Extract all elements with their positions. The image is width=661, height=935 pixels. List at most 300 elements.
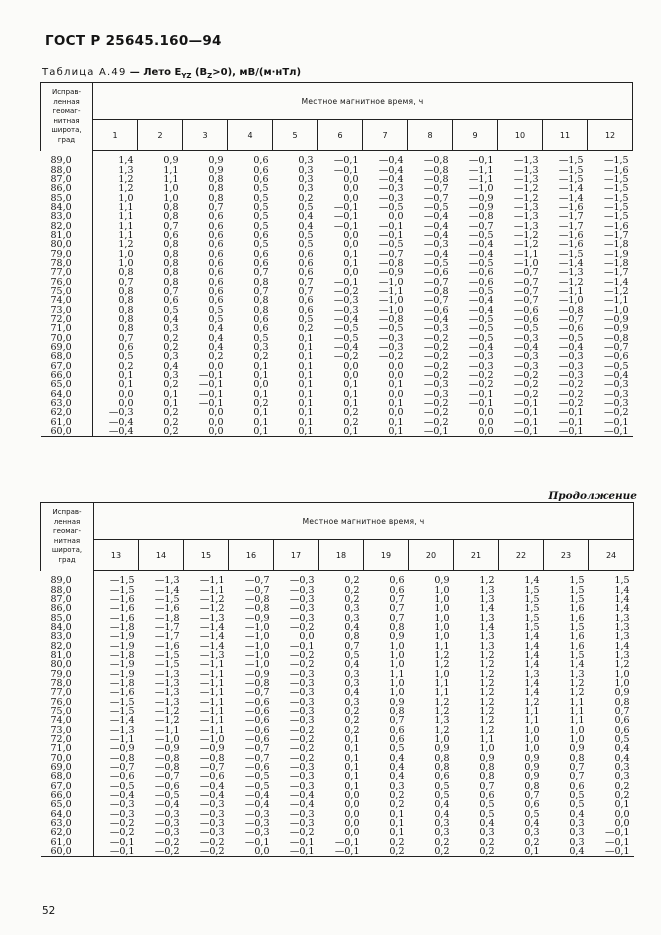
table-row: [41, 418, 633, 427]
value-cell: —0,1: [333, 221, 359, 231]
value-cell: 1,5: [569, 585, 585, 595]
value-cell: 0,7: [118, 277, 134, 287]
value-cell: —0,4: [108, 417, 134, 427]
value-cell: 0,1: [253, 370, 269, 381]
latitude-cell: 75,0: [41, 707, 94, 716]
document-header: ГОСТ Р 25645.160—94: [45, 33, 222, 49]
value-cell: —0,2: [289, 734, 315, 745]
value-cell: —0,3: [468, 361, 494, 371]
value-cell: 1,2: [614, 660, 630, 670]
value-cell: —1,5: [603, 202, 629, 213]
latitude-cell: 82,0: [41, 221, 93, 230]
value-cell: 0,0: [344, 818, 360, 829]
value-cell: —1,0: [513, 258, 539, 269]
value-cell: 1,6: [569, 641, 585, 651]
latitude-cell: 76,0: [41, 697, 94, 706]
table-row: [41, 165, 633, 174]
value-cell: 0,0: [343, 184, 359, 194]
value-cell: 0,8: [344, 632, 360, 642]
hour-column-header: 20: [409, 540, 454, 571]
value-cell: —0,2: [289, 622, 315, 633]
value-cell: 1,6: [569, 632, 585, 642]
value-cell: —0,2: [513, 370, 539, 381]
value-cell: —1,3: [154, 576, 180, 586]
value-cell: 1,2: [524, 697, 540, 707]
value-cell: 0,5: [208, 314, 224, 325]
hour-column-header: 11: [543, 120, 588, 151]
table-row: [41, 744, 634, 753]
table-row: [41, 408, 633, 417]
value-cell: 0,8: [163, 249, 179, 259]
table-row: [41, 754, 634, 763]
value-cell: 0,0: [208, 417, 224, 427]
latitude-cell: 68,0: [41, 772, 94, 781]
hour-column-header: 21: [454, 540, 499, 571]
value-cell: —0,2: [378, 352, 404, 362]
value-cell: —0,2: [558, 380, 584, 390]
table-row: [41, 268, 633, 277]
latitude-cell: 85,0: [41, 193, 93, 202]
value-cell: —0,3: [289, 576, 315, 586]
value-cell: —0,6: [244, 734, 270, 745]
value-cell: 0,1: [388, 417, 404, 427]
latitude-cell: 78,0: [41, 259, 93, 268]
hour-column-header: 24: [589, 540, 634, 571]
value-cell: —0,8: [468, 212, 494, 222]
latitude-cell: 61,0: [41, 838, 94, 847]
value-cell: 0,6: [569, 781, 585, 791]
value-cell: 0,6: [208, 230, 224, 241]
value-cell: 0,3: [163, 352, 179, 362]
latitude-header-line: нитная: [53, 116, 80, 125]
value-cell: —0,1: [604, 828, 630, 838]
value-cell: —0,3: [289, 772, 315, 782]
value-cell: 1,0: [389, 660, 405, 670]
value-cell: —0,1: [588, 427, 633, 437]
value-cell: —0,3: [289, 697, 315, 707]
value-cell: —0,1: [378, 221, 404, 231]
value-cell: —0,3: [603, 389, 629, 399]
value-cell: 0,8: [118, 286, 134, 297]
value-cell: —1,4: [154, 585, 180, 595]
latitude-cell: 67,0: [41, 362, 93, 371]
value-cell: 1,2: [479, 678, 495, 689]
value-cell: 1,0: [118, 258, 134, 269]
value-cell: —0,8: [423, 286, 449, 297]
value-cell: —1,7: [558, 212, 584, 222]
value-cell: 0,4: [208, 342, 224, 353]
value-cell: 0,3: [434, 828, 450, 838]
value-cell: 1,1: [389, 669, 405, 679]
value-cell: 0,0: [388, 408, 404, 418]
value-cell: —0,7: [154, 772, 180, 782]
latitude-column-header: [41, 83, 93, 151]
value-cell: 0,0: [388, 389, 404, 399]
value-cell: 1,3: [614, 650, 630, 661]
value-cell: 0,0: [208, 361, 224, 371]
value-cell: 0,3: [389, 781, 405, 791]
value-cell: 0,5: [434, 781, 450, 791]
value-cell: —0,3: [423, 389, 449, 399]
value-cell: —0,8: [378, 314, 404, 325]
table-row: [41, 203, 633, 212]
value-cell: —0,6: [109, 772, 135, 782]
value-cell: —1,0: [558, 296, 584, 306]
value-cell: 1,2: [118, 240, 134, 250]
value-cell: —0,5: [378, 240, 404, 250]
latitude-cell: 66,0: [41, 371, 93, 380]
value-cell: 0,3: [569, 837, 585, 847]
value-cell: —0,1: [498, 427, 543, 437]
value-cell: 0,2: [343, 408, 359, 418]
value-cell: 0,6: [614, 716, 630, 726]
table-row: [41, 259, 633, 268]
value-cell: 0,7: [614, 706, 630, 717]
value-cell: —0,3: [289, 669, 315, 679]
value-cell: 0,3: [569, 818, 585, 829]
value-cell: 0,5: [434, 790, 450, 801]
value-cell: 0,0: [388, 212, 404, 222]
value-cell: —0,3: [468, 352, 494, 362]
value-cell: —0,8: [558, 305, 584, 315]
value-cell: 0,6: [253, 174, 269, 185]
value-cell: —0,5: [558, 333, 584, 343]
value-cell: 0,1: [298, 352, 314, 362]
value-cell: 0,8: [253, 277, 269, 287]
value-cell: —0,5: [468, 333, 494, 343]
value-cell: 1,3: [479, 613, 495, 623]
value-cell: —0,3: [108, 408, 134, 418]
table-row: [41, 669, 634, 678]
value-cell: —0,3: [244, 809, 270, 819]
value-cell: —0,4: [244, 790, 270, 801]
value-cell: 0,8: [118, 324, 134, 334]
value-cell: 0,6: [208, 212, 224, 222]
value-cell: —1,5: [603, 174, 629, 185]
local-time-header: Местное магнитное время, ч: [94, 503, 634, 540]
value-cell: 0,7: [389, 613, 405, 623]
value-cell: 1,5: [524, 604, 540, 614]
value-cell: —0,9: [603, 314, 629, 325]
value-cell: —0,7: [513, 286, 539, 297]
value-cell: 1,4: [524, 688, 540, 698]
value-cell: —0,2: [333, 286, 359, 297]
table-row: [41, 334, 633, 343]
value-cell: —0,1: [274, 847, 319, 857]
value-cell: 0,4: [614, 744, 630, 754]
value-cell: 0,0: [614, 818, 630, 829]
value-cell: —0,9: [468, 193, 494, 203]
value-cell: —0,4: [468, 296, 494, 306]
value-cell: —0,2: [289, 650, 315, 661]
value-cell: 1,0: [614, 669, 630, 679]
latitude-cell: 88,0: [41, 165, 93, 174]
hour-column-header: 6: [318, 120, 363, 151]
value-cell: —0,9: [244, 669, 270, 679]
latitude-cell: 77,0: [41, 688, 94, 697]
value-cell: —0,4: [468, 240, 494, 250]
value-cell: —0,2: [423, 398, 449, 409]
value-cell: 1,3: [479, 632, 495, 642]
value-cell: —1,2: [558, 277, 584, 287]
value-cell: 0,1: [318, 427, 363, 437]
table-row: [41, 660, 634, 669]
value-cell: —1,4: [558, 258, 584, 269]
value-cell: 0,6: [208, 258, 224, 269]
value-cell: —0,3: [289, 678, 315, 689]
value-cell: 1,0: [434, 585, 450, 595]
value-cell: 0,1: [253, 417, 269, 427]
value-cell: 1,1: [163, 174, 179, 185]
latitude-cell: 68,0: [41, 352, 93, 361]
latitude-cell: 74,0: [41, 716, 94, 725]
hour-column-header: 18: [319, 540, 364, 571]
value-cell: 0,0: [343, 268, 359, 278]
value-cell: —0,3: [244, 818, 270, 829]
value-cell: —0,6: [199, 772, 225, 782]
value-cell: —1,1: [199, 678, 225, 689]
value-cell: 0,8: [253, 296, 269, 306]
value-cell: —0,5: [109, 781, 135, 791]
value-cell: 0,3: [298, 184, 314, 194]
value-cell: —0,1: [513, 398, 539, 409]
table-row: [41, 324, 633, 333]
value-cell: 0,5: [253, 221, 269, 231]
value-cell: 0,6: [389, 734, 405, 745]
value-cell: 0,9: [208, 156, 224, 166]
value-cell: —0,4: [333, 342, 359, 353]
value-cell: —1,2: [199, 604, 225, 614]
value-cell: —1,9: [109, 660, 135, 670]
table-row: [41, 800, 634, 809]
table-row: [41, 287, 633, 296]
value-cell: —0,4: [423, 230, 449, 241]
value-cell: 0,6: [208, 268, 224, 278]
value-cell: —0,5: [468, 258, 494, 269]
value-cell: —0,6: [603, 352, 629, 362]
value-cell: —0,2: [423, 333, 449, 343]
value-cell: 0,2: [434, 837, 450, 847]
latitude-column-header: [41, 503, 94, 571]
table-row: [41, 819, 634, 828]
value-cell: —0,6: [513, 305, 539, 315]
value-cell: —0,7: [423, 193, 449, 203]
value-cell: 1,4: [118, 156, 134, 166]
latitude-cell: 85,0: [41, 613, 94, 622]
value-cell: —1,8: [154, 613, 180, 623]
value-cell: 1,0: [434, 734, 450, 745]
latitude-cell: 62,0: [41, 408, 93, 417]
value-cell: 1,5: [569, 622, 585, 633]
value-cell: 0,0: [208, 408, 224, 418]
value-cell: —0,5: [333, 324, 359, 334]
value-cell: —1,6: [109, 594, 135, 605]
value-cell: —1,0: [244, 632, 270, 642]
value-cell: —0,3: [558, 370, 584, 381]
value-cell: —1,3: [513, 221, 539, 231]
value-cell: 0,6: [298, 258, 314, 269]
value-cell: —1,1: [199, 688, 225, 698]
value-cell: 0,8: [389, 706, 405, 717]
value-cell: 1,0: [434, 613, 450, 623]
value-cell: 1,2: [479, 725, 495, 735]
data-table-hours-1-12: [40, 82, 633, 437]
value-cell: —1,1: [199, 660, 225, 670]
value-cell: 0,5: [479, 800, 495, 810]
value-cell: —0,4: [468, 305, 494, 315]
value-cell: —0,7: [423, 277, 449, 287]
value-cell: 1,1: [524, 706, 540, 717]
value-cell: 0,2: [344, 576, 360, 586]
value-cell: 1,4: [614, 604, 630, 614]
value-cell: 0,8: [479, 772, 495, 782]
hour-column-header: 7: [363, 120, 408, 151]
value-cell: 0,2: [344, 725, 360, 735]
value-cell: —0,7: [558, 314, 584, 325]
value-cell: 1,4: [524, 576, 540, 586]
value-cell: 0,0: [118, 389, 134, 399]
table-row: [41, 641, 634, 650]
value-cell: —0,1: [558, 408, 584, 418]
value-cell: —0,3: [333, 305, 359, 315]
value-cell: —0,3: [603, 380, 629, 390]
value-cell: —1,0: [378, 277, 404, 287]
latitude-cell: 81,0: [41, 651, 94, 660]
value-cell: 1,2: [118, 174, 134, 185]
value-cell: —1,7: [558, 221, 584, 231]
value-cell: 0,2: [298, 324, 314, 334]
value-cell: 1,5: [524, 613, 540, 623]
table-row: [41, 277, 633, 286]
latitude-cell: 69,0: [41, 763, 94, 772]
value-cell: 0,6: [163, 296, 179, 306]
value-cell: —1,5: [109, 576, 135, 586]
value-cell: —0,7: [244, 753, 270, 763]
value-cell: —0,8: [109, 753, 135, 763]
table-row: [41, 632, 634, 641]
value-cell: —0,2: [423, 408, 449, 418]
value-cell: —1,5: [109, 706, 135, 717]
value-cell: 1,0: [163, 193, 179, 203]
value-cell: —0,2: [603, 408, 629, 418]
hour-column-header: 4: [228, 120, 273, 151]
value-cell: —1,1: [513, 249, 539, 259]
value-cell: 1,1: [569, 706, 585, 717]
value-cell: 0,5: [253, 202, 269, 213]
latitude-cell: 78,0: [41, 679, 94, 688]
value-cell: 0,2: [253, 398, 269, 409]
value-cell: 0,1: [163, 398, 179, 409]
value-cell: 0,1: [118, 380, 134, 390]
value-cell: —0,4: [289, 800, 315, 810]
latitude-cell: 71,0: [41, 324, 93, 333]
value-cell: —1,7: [603, 268, 629, 278]
value-cell: —1,2: [154, 706, 180, 717]
value-cell: 0,3: [298, 165, 314, 175]
value-cell: —0,1: [603, 417, 629, 427]
value-cell: 0,0: [253, 380, 269, 390]
value-cell: —1,5: [558, 165, 584, 175]
value-cell: 1,2: [479, 576, 495, 586]
value-cell: —0,2: [289, 660, 315, 670]
value-cell: —0,1: [289, 641, 315, 651]
value-cell: 1,0: [434, 604, 450, 614]
value-cell: —0,3: [289, 594, 315, 605]
value-cell: —0,5: [468, 314, 494, 325]
value-cell: 1,4: [479, 622, 495, 633]
table-row: [41, 847, 634, 857]
value-cell: 0,3: [614, 762, 630, 773]
value-cell: 0,5: [344, 650, 360, 661]
value-cell: —0,2: [184, 847, 229, 857]
value-cell: 0,2: [163, 333, 179, 343]
value-cell: —0,2: [558, 389, 584, 399]
value-cell: —0,3: [378, 342, 404, 353]
value-cell: 1,0: [434, 594, 450, 605]
value-cell: 0,0: [343, 193, 359, 203]
value-cell: 0,3: [298, 156, 314, 166]
value-cell: —0,2: [289, 744, 315, 754]
value-cell: —1,8: [109, 650, 135, 661]
latitude-cell: 82,0: [41, 641, 94, 650]
table-row: [41, 427, 633, 437]
value-cell: 1,4: [479, 604, 495, 614]
value-cell: 1,0: [389, 688, 405, 698]
value-cell: 0,2: [524, 837, 540, 847]
value-cell: —1,9: [109, 641, 135, 651]
value-cell: —1,3: [199, 650, 225, 661]
value-cell: 0,0: [229, 847, 274, 857]
value-cell: 0,8: [524, 781, 540, 791]
latitude-cell: 69,0: [41, 343, 93, 352]
value-cell: —0,5: [513, 324, 539, 334]
value-cell: 1,4: [614, 585, 630, 595]
value-cell: 0,6: [434, 772, 450, 782]
latitude-header-line: град: [58, 555, 76, 564]
value-cell: 1,3: [569, 669, 585, 679]
value-cell: 0,9: [479, 753, 495, 763]
latitude-cell: 72,0: [41, 735, 94, 744]
value-cell: 0,1: [343, 380, 359, 390]
value-cell: 0,2: [138, 427, 183, 437]
value-cell: 0,7: [118, 333, 134, 343]
value-cell: —0,5: [244, 781, 270, 791]
value-cell: 0,4: [389, 753, 405, 763]
table-label: Таблица А.49: [42, 67, 127, 78]
value-cell: 1,2: [434, 650, 450, 661]
value-cell: 0,3: [434, 818, 450, 829]
value-cell: 0,1: [273, 427, 318, 437]
table-row: [41, 306, 633, 315]
value-cell: —1,6: [154, 604, 180, 614]
value-cell: 1,1: [163, 165, 179, 175]
value-cell: 0,5: [479, 809, 495, 819]
table-row: [41, 240, 633, 249]
value-cell: —0,5: [603, 361, 629, 371]
value-cell: 0,4: [298, 221, 314, 231]
latitude-cell: 89,0: [41, 576, 94, 585]
value-cell: 0,2: [344, 594, 360, 605]
value-cell: —0,8: [423, 156, 449, 166]
value-cell: 0,8: [163, 268, 179, 278]
table-row: [41, 193, 633, 202]
table-row: [41, 156, 633, 165]
value-cell: 1,6: [569, 613, 585, 623]
value-cell: 0,2: [344, 585, 360, 595]
value-cell: 0,7: [253, 268, 269, 278]
value-cell: —0,1: [198, 398, 224, 409]
value-cell: —1,9: [109, 669, 135, 679]
